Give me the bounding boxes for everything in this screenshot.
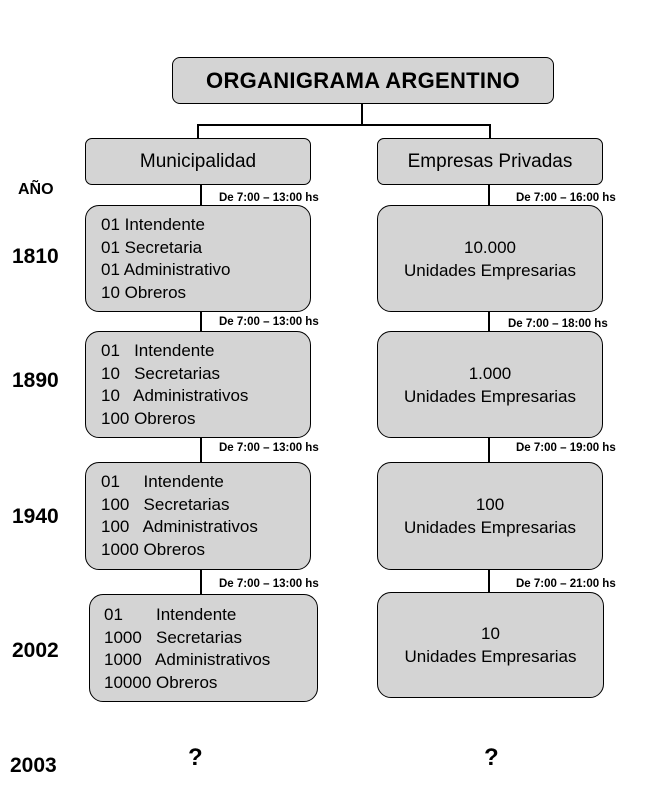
- year-column-label: AÑO: [18, 181, 54, 198]
- municipal-hours-1890: De 7:00 – 13:00 hs: [219, 316, 319, 328]
- municipal-line: 01 Intendente: [101, 215, 205, 234]
- municipal-line: 01 Intendente: [101, 341, 215, 360]
- private-link-0: [488, 185, 490, 205]
- municipal-line: 01 Administrativo: [101, 260, 231, 279]
- private-count: 1.000: [468, 363, 512, 383]
- private-box-1890: [377, 331, 603, 438]
- private-hours-1810: De 7:00 – 16:00 hs: [516, 192, 616, 204]
- municipal-connector: [197, 124, 199, 138]
- private-header: Empresas Privadas: [407, 150, 573, 172]
- municipal-hours-2002: De 7:00 – 13:00 hs: [219, 578, 319, 590]
- year-1810: 1810: [12, 245, 59, 268]
- municipal-link-1: [200, 312, 202, 331]
- municipal-line: 10000 Obreros: [104, 672, 218, 692]
- private-link-1: [488, 312, 490, 331]
- year-2002: 2002: [12, 639, 59, 662]
- year-1940: 1940: [12, 505, 59, 528]
- municipal-list-1890: [101, 340, 248, 430]
- municipal-link-3: [200, 570, 202, 594]
- title-connector-vertical: [361, 104, 363, 125]
- private-box-1940: [377, 462, 603, 570]
- municipal-link-0: [200, 185, 202, 205]
- private-box-2002: [377, 592, 604, 698]
- chart-title-box: [172, 57, 554, 104]
- municipal-header: Municipalidad: [139, 150, 257, 172]
- private-link-2: [488, 438, 490, 462]
- private-unit: Unidades Empresarias: [404, 647, 577, 666]
- private-count: 10: [481, 624, 500, 643]
- private-unit: Unidades Empresarias: [404, 260, 576, 280]
- municipal-line: 100 Administrativos: [101, 517, 258, 536]
- municipal-hours-1810: De 7:00 – 13:00 hs: [219, 192, 319, 204]
- private-connector: [489, 124, 491, 138]
- municipal-line: 1000 Obreros: [101, 539, 205, 559]
- private-box-1810: [377, 205, 603, 312]
- municipal-list-1810: [101, 214, 230, 304]
- private-count: 100: [475, 495, 505, 514]
- municipal-line: 1000 Secretarias: [104, 627, 242, 647]
- title-connector-horizontal: [197, 124, 490, 126]
- municipal-header-box: [85, 138, 311, 185]
- year-1890: 1890: [12, 369, 59, 392]
- private-link-3: [488, 570, 490, 592]
- private-header-box: [377, 138, 603, 185]
- municipal-line: 1000 Administrativos: [104, 650, 271, 669]
- chart-title: ORGANIGRAMA ARGENTINO: [206, 67, 520, 93]
- municipal-list-1940: [101, 471, 258, 561]
- municipal-line: 100 Obreros: [101, 408, 196, 428]
- private-count: 10.000: [464, 237, 516, 257]
- municipal-line: 01 Intendente: [101, 472, 224, 491]
- municipal-line: 100 Secretarias: [101, 494, 230, 514]
- private-unit: Unidades Empresarias: [404, 518, 576, 537]
- municipal-line: 01 Secretaria: [101, 237, 203, 257]
- year-2003: 2003: [10, 754, 57, 777]
- private-unit: Unidades Empresarias: [404, 386, 576, 406]
- private-hours-1890: De 7:00 – 18:00 hs: [508, 318, 608, 330]
- municipal-unknown-2003: ?: [188, 744, 203, 771]
- municipal-line: 10 Secretarias: [101, 363, 221, 383]
- private-hours-2002: De 7:00 – 21:00 hs: [516, 578, 616, 590]
- private-unknown-2003: ?: [484, 744, 499, 771]
- municipal-line: 10 Administrativos: [101, 386, 249, 405]
- private-hours-1940: De 7:00 – 19:00 hs: [516, 442, 616, 454]
- municipal-hours-1940: De 7:00 – 13:00 hs: [219, 442, 319, 454]
- municipal-link-2: [200, 438, 202, 462]
- municipal-list-2002: [104, 604, 270, 694]
- municipal-line: 01 Intendente: [104, 605, 237, 624]
- municipal-line: 10 Obreros: [101, 282, 187, 302]
